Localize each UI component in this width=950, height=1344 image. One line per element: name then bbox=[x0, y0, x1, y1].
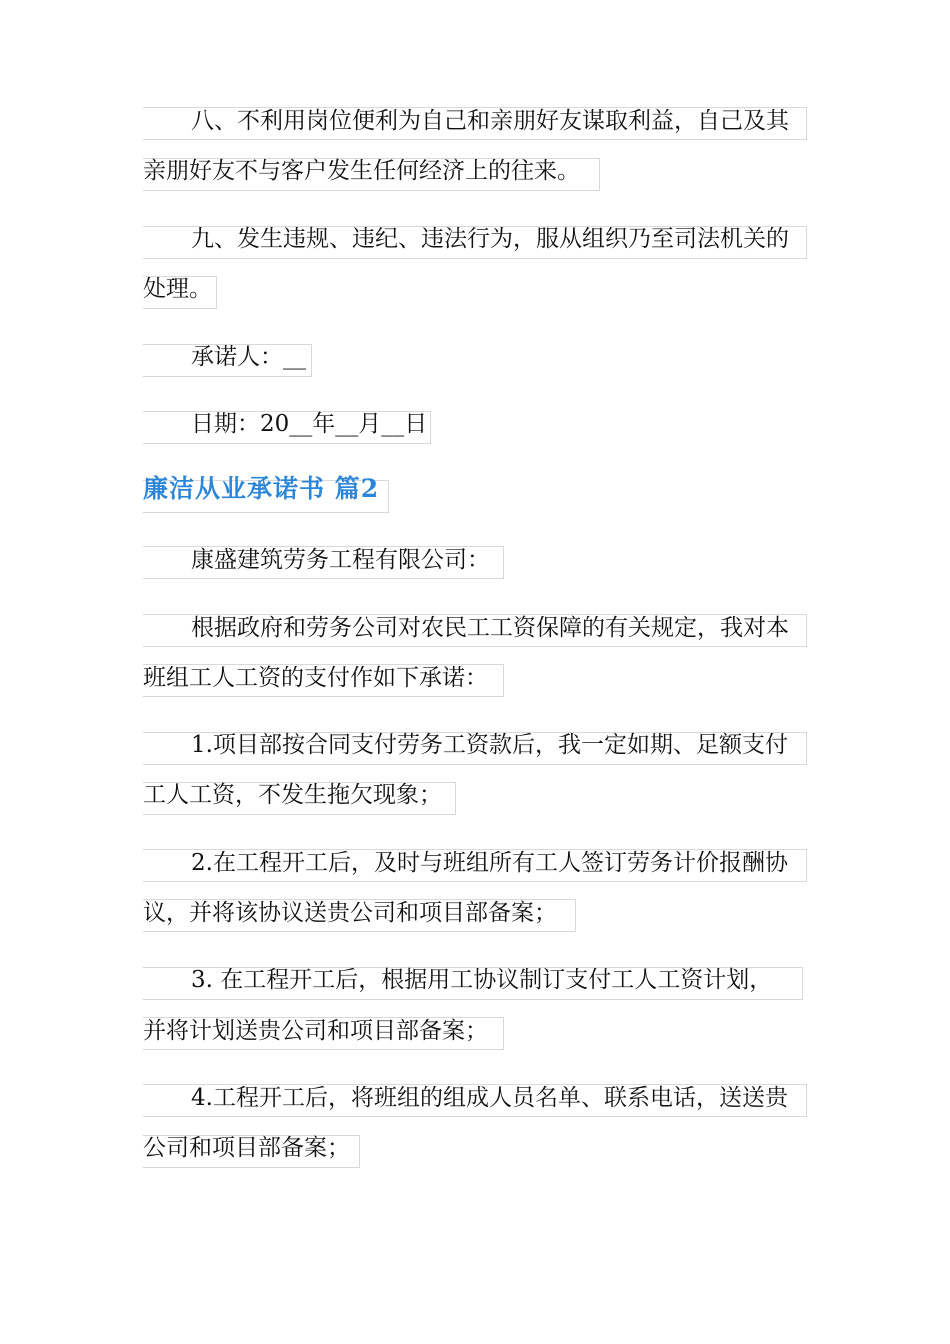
date-line: 日期：20__年__月__日 bbox=[191, 411, 428, 437]
paragraph-9-line-2: 处理。 bbox=[143, 276, 212, 302]
item-1-line-2: 工人工资，不发生拖欠现象； bbox=[143, 782, 442, 808]
item-4-line-2: 公司和项目部备案； bbox=[143, 1135, 350, 1161]
item-2-line-1: 2.在工程开工后，及时与班组所有工人签订劳务计价报酬协 bbox=[191, 850, 788, 876]
item-3-line-1: 3. 在工程开工后，根据用工协议制订支付工人工资计划， bbox=[191, 967, 773, 993]
paragraph-8-line-2: 亲朋好友不与客户发生任何经济上的往来。 bbox=[143, 158, 580, 184]
promisor-line: 承诺人：__ bbox=[191, 344, 306, 370]
section-heading: 廉洁从业承诺书 篇2 bbox=[143, 474, 380, 503]
paragraph-8-line-1: 八、不利用岗位便利为自己和亲朋好友谋取利益，自己及其 bbox=[191, 108, 789, 134]
item-4-line-1: 4.工程开工后，将班组的组成人员名单、联系电话，送送贵 bbox=[191, 1085, 788, 1111]
item-1-line-1: 1.项目部按合同支付劳务工资款后，我一定如期、足额支付 bbox=[191, 732, 788, 758]
paragraph-9-line-1: 九、发生违规、违纪、违法行为，服从组织乃至司法机关的 bbox=[191, 226, 789, 252]
letter-intro-line-1: 根据政府和劳务公司对农民工工资保障的有关规定，我对本 bbox=[191, 615, 789, 641]
item-2-line-2: 议，并将该协议送贵公司和项目部备案； bbox=[143, 900, 557, 926]
letter-addressee: 康盛建筑劳务工程有限公司： bbox=[191, 547, 490, 573]
item-3-line-2: 并将计划送贵公司和项目部备案； bbox=[143, 1018, 488, 1044]
letter-intro-line-2: 班组工人工资的支付作如下承诺： bbox=[143, 665, 488, 691]
